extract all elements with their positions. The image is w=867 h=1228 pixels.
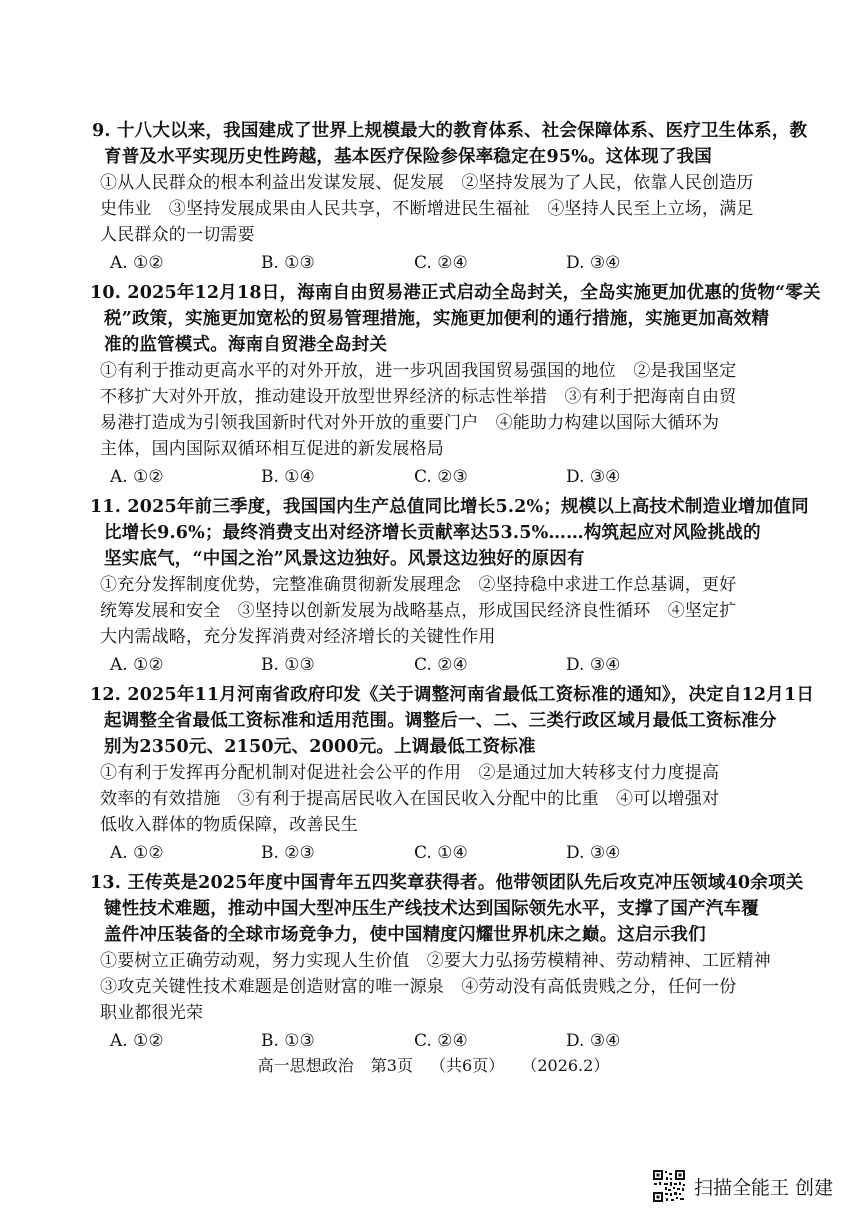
question-stem-line: 别为2350元、2150元、2000元。上调最低工资标准 xyxy=(104,737,536,757)
choice-d[interactable]: D. ③④ xyxy=(566,655,621,675)
statement-line: 大内需战略，充分发挥消费对经济增长的关键性作用 xyxy=(100,627,496,647)
footer-date: （2026.2） xyxy=(521,1056,610,1075)
statement-line: 史伟业 ③坚持发展成果由人民共享，不断增进民生福祉 ④坚持人民至上立场，满足 xyxy=(100,199,754,219)
statement-line: 效率的有效措施 ③有利于提高居民收入在国民收入分配中的比重 ④可以增强对 xyxy=(100,789,720,809)
question-stem-line: 税”政策，实施更加宽松的贸易管理措施，实施更加便利的通行措施，实施更加高效精 xyxy=(104,309,770,329)
statement-line: 统筹发展和安全 ③坚持以创新发展为战略基点，形成国民经济良性循环 ④坚定扩 xyxy=(100,601,737,621)
statement-line: 低收入群体的物质保障，改善民生 xyxy=(100,815,358,835)
question-stem-line: 盖件冲压装备的全球市场竞争力，使中国精度闪耀世界机床之巅。这启示我们 xyxy=(104,925,706,945)
question-stem-line: 起调整全省最低工资标准和适用范围。调整后一、二、三类行政区域月最低工资标准分 xyxy=(104,711,777,731)
question-stem-line: 育普及水平实现历史性跨越，基本医疗保险参保率稳定在95%。这体现了我国 xyxy=(104,147,712,167)
statement-line: ①有利于推动更高水平的对外开放，进一步巩固我国贸易强国的地位 ②是我国坚定 xyxy=(100,361,737,381)
choice-a[interactable]: A. ①② xyxy=(110,1031,164,1051)
choice-c[interactable]: C. ②④ xyxy=(414,253,468,273)
choice-a[interactable]: A. ①② xyxy=(110,843,164,863)
choice-b[interactable]: B. ②③ xyxy=(261,843,315,863)
question-stem-line: 比增长9.6%；最终消费支出对经济增长贡献率达53.5%……构筑起应对风险挑战的 xyxy=(104,523,761,543)
scanner-watermark xyxy=(652,1168,833,1204)
choice-a[interactable]: A. ①② xyxy=(110,467,164,487)
footer-total: （共6页） xyxy=(430,1056,505,1075)
statement-line: 易港打造成为引领我国新时代对外开放的重要门户 ④能助力构建以国际大循环为 xyxy=(100,413,720,433)
page-footer xyxy=(0,1054,867,1078)
choice-a[interactable]: A. ①② xyxy=(110,655,164,675)
statement-line: ①从人民群众的根本利益出发谋发展、促发展 ②坚持发展为了人民，依靠人民创造历 xyxy=(100,173,754,193)
question-stem-line: 坚实底气，“中国之治”风景这边独好。风景这边独好的原因有 xyxy=(104,549,585,569)
statement-line: 人民群众的一切需要 xyxy=(100,225,255,245)
question-stem-line: 键性技术难题，推动中国大型冲压生产线技术达到国际领先水平，支撑了国产汽车覆 xyxy=(104,899,759,919)
choice-b[interactable]: B. ①③ xyxy=(261,253,315,273)
answer-choices xyxy=(100,840,800,866)
choice-d[interactable]: D. ③④ xyxy=(566,1031,621,1051)
answer-choices xyxy=(100,250,800,276)
answer-choices xyxy=(100,464,800,490)
statement-line: 主体，国内国际双循环相互促进的新发展格局 xyxy=(100,439,444,459)
statement-line: ①充分发挥制度优势，完整准确贯彻新发展理念 ②坚持稳中求进工作总基调，更好 xyxy=(100,575,737,595)
statement-line: ③攻克关键性技术难题是创造财富的唯一源泉 ④劳动没有高低贵贱之分，任何一份 xyxy=(100,977,737,997)
qr-code-icon xyxy=(652,1169,686,1203)
footer-subject: 高一思想政治 xyxy=(257,1056,354,1075)
choice-a[interactable]: A. ①② xyxy=(110,253,164,273)
choice-c[interactable]: C. ①④ xyxy=(414,843,468,863)
choice-d[interactable]: D. ③④ xyxy=(566,467,621,487)
answer-choices xyxy=(100,652,800,678)
choice-d[interactable]: D. ③④ xyxy=(566,253,621,273)
scanner-label: 扫描全能王 创建 xyxy=(694,1176,834,1199)
question-stem-line: 12. 2025年11月河南省政府印发《关于调整河南省最低工资标准的通知》，决定自12月1日 xyxy=(90,685,815,705)
choice-b[interactable]: B. ①③ xyxy=(261,1031,315,1051)
choice-c[interactable]: C. ②④ xyxy=(414,655,468,675)
choice-b[interactable]: B. ①④ xyxy=(261,467,315,487)
question-stem-line: 10. 2025年12月18日，海南自由贸易港正式启动全岛封关，全岛实施更加优惠的货物“零关 xyxy=(90,283,821,303)
statement-line: 不移扩大对外开放，推动建设开放型世界经济的标志性举措 ③有利于把海南自由贸 xyxy=(100,387,737,407)
choice-c[interactable]: C. ②④ xyxy=(414,1031,468,1051)
choice-c[interactable]: C. ②③ xyxy=(414,467,468,487)
question-stem-line: 9. 十八大以来，我国建成了世界上规模最大的教育体系、社会保障体系、医疗卫生体系，教 xyxy=(92,121,808,141)
choice-d[interactable]: D. ③④ xyxy=(566,843,621,863)
answer-choices xyxy=(100,1028,800,1054)
question-stem-line: 13. 王传英是2025年度中国青年五四奖章获得者。他带领团队先后攻克冲压领域40余项关 xyxy=(90,873,804,893)
statement-line: ①有利于发挥再分配机制对促进社会公平的作用 ②是通过加大转移支付力度提高 xyxy=(100,763,720,783)
question-stem-line: 准的监管模式。海南自贸港全岛封关 xyxy=(104,335,388,355)
statement-line: 职业都很光荣 xyxy=(100,1003,204,1023)
statement-line: ①要树立正确劳动观，努力实现人生价值 ②要大力弘扬劳模精神、劳动精神、工匠精神 xyxy=(100,951,771,971)
choice-b[interactable]: B. ①③ xyxy=(261,655,315,675)
footer-page: 第3页 xyxy=(370,1056,413,1075)
question-stem-line: 11. 2025年前三季度，我国国内生产总值同比增长5.2%；规模以上高技术制造业增加值同 xyxy=(90,497,809,517)
